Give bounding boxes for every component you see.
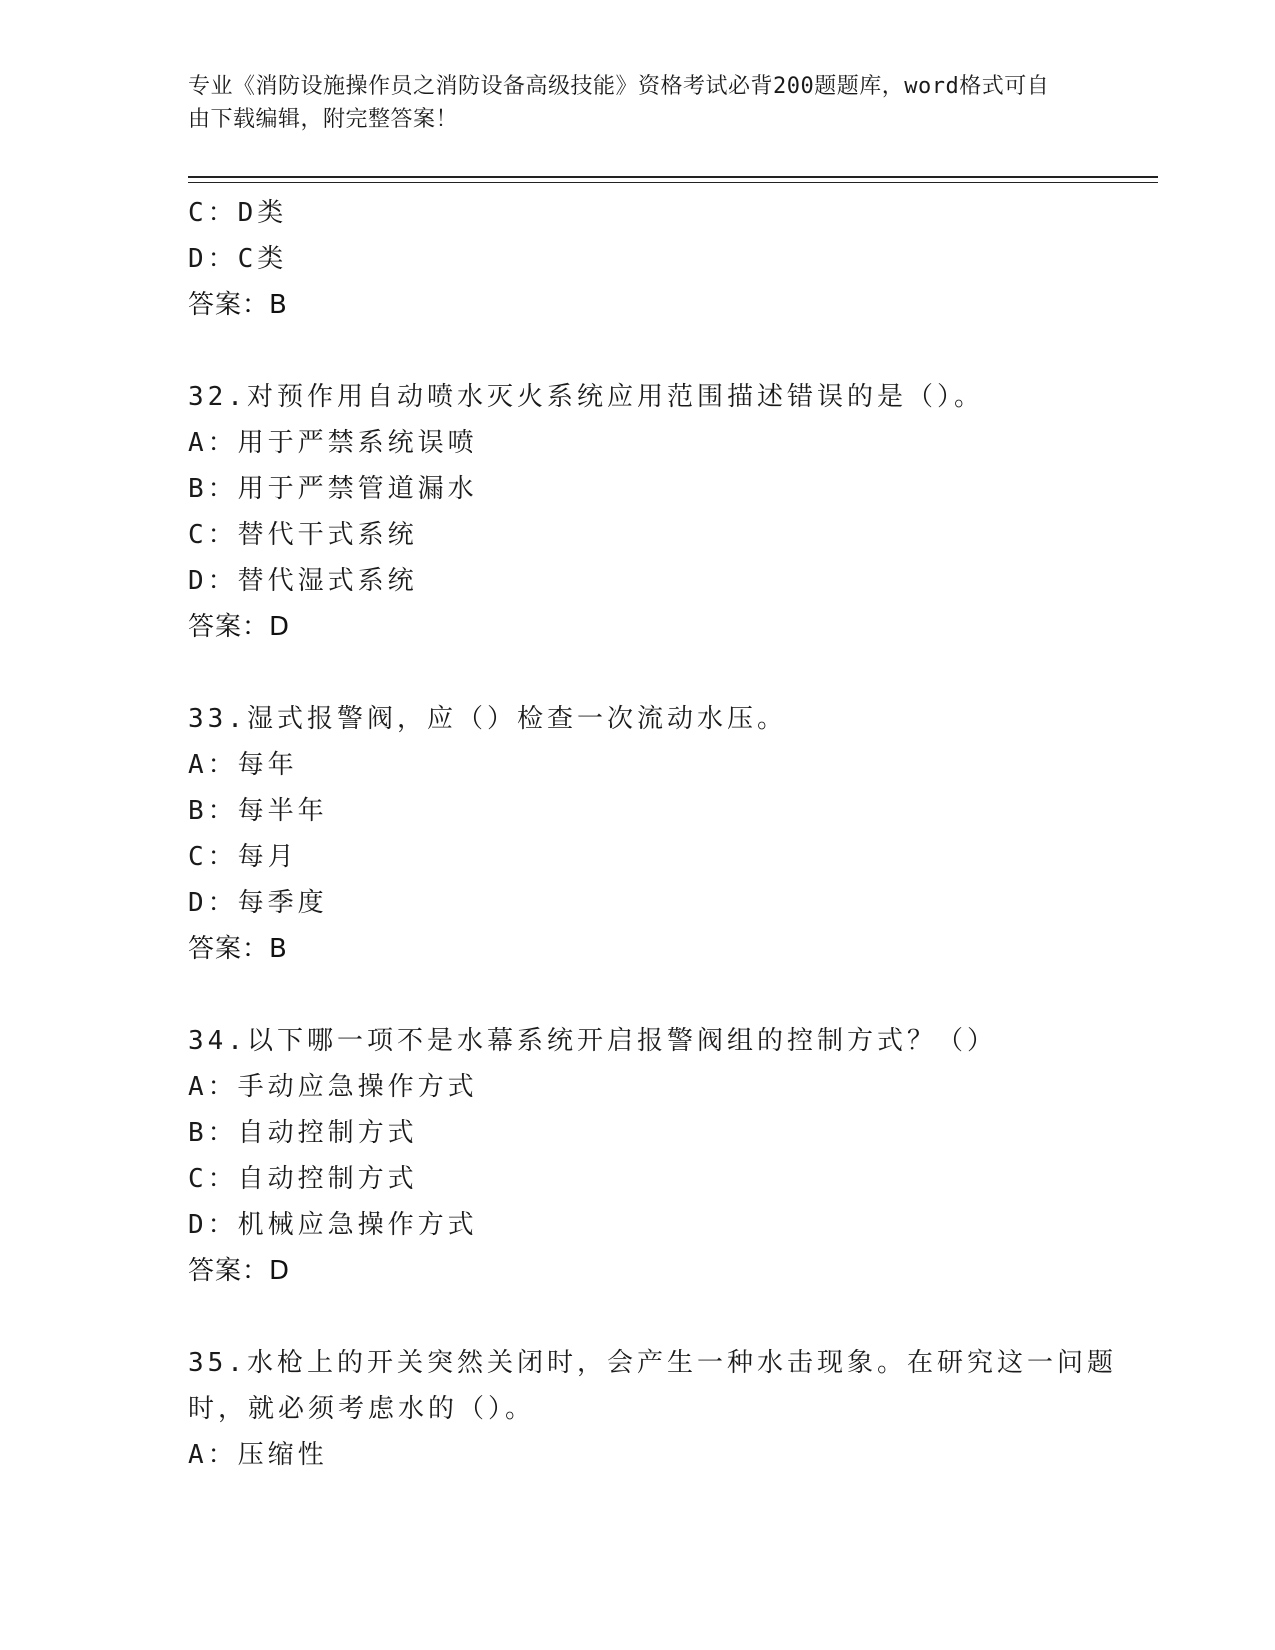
option-b: B：用于严禁管道漏水 (188, 474, 478, 504)
question-34 (188, 1018, 1088, 1294)
option-a: A：手动应急操作方式 (188, 1072, 478, 1102)
question-stem: 34.以下哪一项不是水幕系统开启报警阀组的控制方式？（） (188, 1026, 997, 1056)
option-a: A：每年 (188, 750, 298, 780)
question-stem-line-2: 时，就必须考虑水的（）。 (188, 1394, 536, 1424)
question-31-fragment (188, 190, 1088, 328)
option-d: D：替代湿式系统 (188, 566, 418, 596)
question-32 (188, 374, 1088, 650)
option-b: B：自动控制方式 (188, 1118, 418, 1148)
header-rule-thin (188, 182, 1158, 183)
question-content (188, 190, 1117, 1478)
option-c: C：D类 (188, 198, 288, 228)
option-b: B：每半年 (188, 796, 328, 826)
option-d: D：机械应急操作方式 (188, 1210, 478, 1240)
option-c: C：每月 (188, 842, 298, 872)
option-a: A：压缩性 (188, 1440, 328, 1470)
spacer (188, 328, 1088, 374)
answer-line: 答案：D (188, 612, 291, 642)
document-header: 专业《消防设施操作员之消防设备高级技能》资格考试必背200题题库，word格式可自由下载编辑，附完整答案！ (188, 74, 1050, 132)
spacer (188, 650, 1088, 696)
option-d: D：每季度 (188, 888, 328, 918)
question-stem: 32.对预作用自动喷水灭火系统应用范围描述错误的是（）。 (188, 382, 984, 412)
question-stem: 33.湿式报警阀，应（）检查一次流动水压。 (188, 704, 787, 734)
option-a: A：用于严禁系统误喷 (188, 428, 478, 458)
spacer (188, 972, 1088, 1018)
question-33 (188, 696, 1088, 972)
spacer (188, 1294, 1088, 1340)
answer-line: 答案：B (188, 934, 288, 964)
answer-line: 答案：B (188, 290, 288, 320)
question-35 (188, 1340, 1117, 1478)
header-rule-thick (188, 176, 1158, 178)
answer-line: 答案：D (188, 1256, 291, 1286)
question-stem-line-1: 35.水枪上的开关突然关闭时，会产生一种水击现象。在研究这一问题 (188, 1348, 1117, 1378)
option-d: D：C类 (188, 244, 288, 274)
option-c: C：替代干式系统 (188, 520, 418, 550)
option-c: C：自动控制方式 (188, 1164, 418, 1194)
